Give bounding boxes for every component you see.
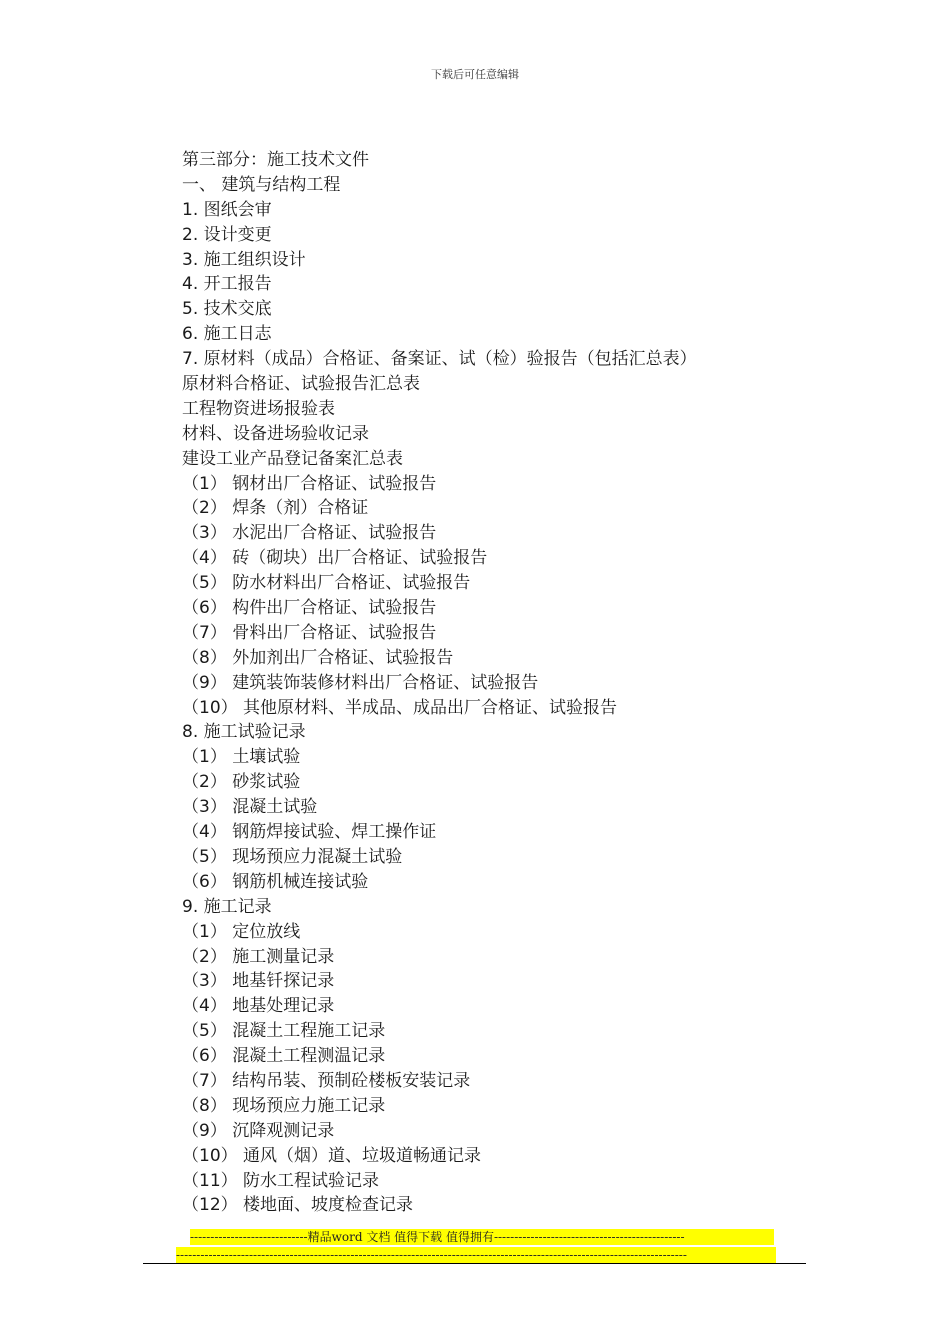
header-note: 下载后可任意编辑 xyxy=(431,68,519,81)
list-item: （5） 混凝土工程施工记录 xyxy=(182,1021,386,1042)
list-item: （3） 地基钎探记录 xyxy=(182,971,335,992)
section-title: 第三部分：施工技术文件 xyxy=(182,150,369,170)
list-item: （7） 骨料出厂合格证、试验报告 xyxy=(182,622,437,643)
list-item: （6） 混凝土工程测温记录 xyxy=(182,1046,386,1067)
list-item: 8. 施工试验记录 xyxy=(182,722,306,743)
list-item: 建设工业产品登记备案汇总表 xyxy=(182,448,403,469)
list-item: （9） 建筑装饰装修材料出厂合格证、试验报告 xyxy=(182,672,539,693)
list-item: 材料、设备进场验收记录 xyxy=(182,423,369,444)
list-item: （4） 地基处理记录 xyxy=(182,996,335,1017)
list-item: （3） 混凝土试验 xyxy=(182,797,318,818)
list-item: （4） 砖（砌块）出厂合格证、试验报告 xyxy=(182,548,488,569)
list-item: （2） 施工测量记录 xyxy=(182,946,335,967)
list-item: 3. 施工组织设计 xyxy=(182,249,306,270)
list-item: （10） 其他原材料、半成品、成品出厂合格证、试验报告 xyxy=(182,697,618,718)
list-item: （1） 钢材出厂合格证、试验报告 xyxy=(182,473,437,494)
document-body xyxy=(182,148,822,1218)
list-item: （1） 土壤试验 xyxy=(182,747,301,768)
list-item: （12） 楼地面、坡度检查记录 xyxy=(182,1195,414,1216)
list-item: 4. 开工报告 xyxy=(182,274,272,295)
list-item: （2） 砂浆试验 xyxy=(182,772,301,793)
list-item: （9） 沉降观测记录 xyxy=(182,1120,335,1141)
footer-dash-line: ------------------------------------------------------------------------------------------------------------------------------ xyxy=(176,1247,776,1263)
list-item: 5. 技术交底 xyxy=(182,299,272,320)
list-item: （1） 定位放线 xyxy=(182,921,301,942)
footer-slogan: -----------------------------精品word 文档 值得下载 值得拥有----------------------------------------------- xyxy=(190,1229,774,1245)
list-item: （10） 通风（烟）道、垃圾道畅通记录 xyxy=(182,1145,482,1166)
list-item: （7） 结构吊装、预制砼楼板安装记录 xyxy=(182,1070,471,1091)
list-item: （8） 外加剂出厂合格证、试验报告 xyxy=(182,647,454,668)
list-item: 2. 设计变更 xyxy=(182,224,272,245)
list-item: 7. 原材料（成品）合格证、备案证、试（检）验报告（包括汇总表） xyxy=(182,349,697,370)
list-item: 9. 施工记录 xyxy=(182,896,272,917)
list-item: （4） 钢筋焊接试验、焊工操作证 xyxy=(182,822,437,843)
list-item: （11） 防水工程试验记录 xyxy=(182,1170,380,1191)
list-item: 6. 施工日志 xyxy=(182,324,272,345)
list-item: （6） 构件出厂合格证、试验报告 xyxy=(182,598,437,619)
chapter-heading: 一、 建筑与结构工程 xyxy=(182,174,341,195)
footer-banner xyxy=(176,1229,776,1263)
list-item: （5） 防水材料出厂合格证、试验报告 xyxy=(182,573,471,594)
list-item: （3） 水泥出厂合格证、试验报告 xyxy=(182,523,437,544)
list-item: （8） 现场预应力施工记录 xyxy=(182,1095,386,1116)
bottom-divider xyxy=(143,1263,806,1264)
list-item: 工程物资进场报验表 xyxy=(182,398,335,419)
list-item: 原材料合格证、试验报告汇总表 xyxy=(182,374,420,395)
list-item: （6） 钢筋机械连接试验 xyxy=(182,871,369,892)
list-item: （5） 现场预应力混凝土试验 xyxy=(182,846,403,867)
list-item: （2） 焊条（剂）合格证 xyxy=(182,498,369,519)
list-item: 1. 图纸会审 xyxy=(182,199,272,220)
